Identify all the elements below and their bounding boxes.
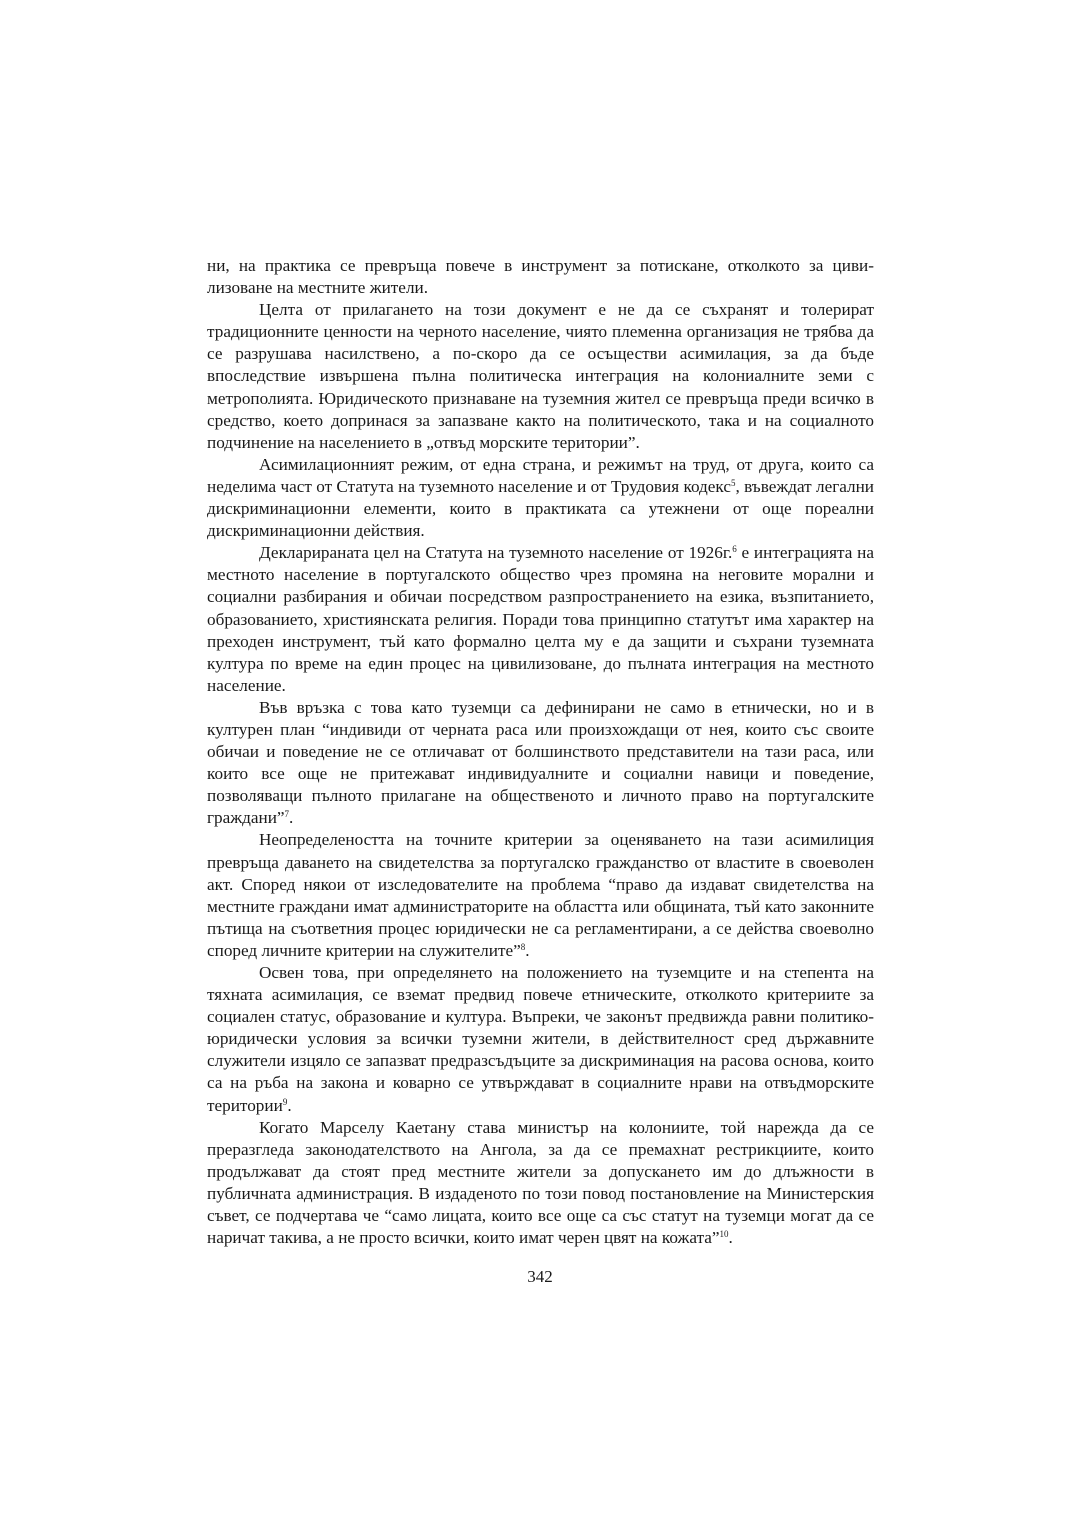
paragraph-4-text-end: е интеграцията на местното население в португалското общество чрез промяна на неговите морални и социални разбирания и обичаи посредством разпространението на езика, възпитанието, образованието, християнската религия. Поради това принципно статутът има характер на преходен инструмент, тъй като формално целта му е да защити и съхрани туземната култура по време на един процес на цивилизоване, до пълната интеграция на местното население. (207, 543, 874, 695)
paragraph-2-text: Целта от прилагането на този документ е не да се съхранят и толерират традиционните ценности на черното население, чиято племенна организация не трябва да се разрушава насилствено, а по-скоро да се осъществи асимилация, за да бъде впоследствие извършена пълна политическа интеграция на колониалните земи с метрополията. Юридическото признаване на туземния жител се превръща преди всичко в средство, което допринася за запазване както на политическото, така и на социалното подчинение на населението в „отвъд морските територии”. (207, 300, 874, 452)
paragraph-5 (207, 697, 874, 830)
paragraph-8-text-end: . (728, 1228, 733, 1248)
footnote-ref-9: 9 (282, 1096, 288, 1107)
paragraph-1 (207, 255, 874, 299)
paragraph-5-text: Във връзка с това като туземци са дефинирани не само в етнически, но и в културен план “индивиди от черната раса или произхождащи от нея, които със своите обичаи и поведение не се отличават от болшинството представители на тази раса, или които все още не притежават индивидуалните и социални навици и поведение, позволяващи пълното прилагане на общественото и личното право на португалските граждани” (207, 697, 874, 828)
paragraph-2 (207, 299, 874, 454)
document-body (207, 255, 874, 1249)
paragraph-3-text: Асимилационният режим, от една страна, и режимът на труд, от друга, които са неделима част от Статута на туземното население и от Трудовия кодекс (207, 454, 874, 496)
paragraph-4-text: Декларираната цел на Статута на туземното население от 1926г. (259, 543, 733, 563)
footnote-ref-10: 10 (719, 1229, 729, 1240)
paragraph-3-text-end: , въвеждат легални дискриминационни елементи, които в практиката са утежнени от още пореални дискриминационни действия. (207, 476, 874, 541)
paragraph-6 (207, 829, 874, 962)
paragraph-3 (207, 454, 874, 542)
page-number: 342 (527, 1267, 553, 1286)
footnote-ref-5: 5 (730, 477, 736, 488)
footnote-ref-7: 7 (284, 809, 290, 820)
footnote-ref-8: 8 (520, 941, 526, 952)
paragraph-5-text-end: . (289, 808, 294, 828)
paragraph-6-text: Неопределеността на точните критерии за оценяването на тази асимилиция превръща даването на свидетелства за португалско гражданство от властите в своеволен акт. Според някои от изследователите на проблема “право да издават свидетелства на местните граждани имат администраторите на областта или общината, тъй като законните пътища на съответния процес юридически не са регламентирани, а се действа своеволно според личните критерии на служителите” (207, 830, 874, 960)
paragraph-1-text: ни, на практика се превръща повече в инструмент за потискане, отколкото за цивилизоване на местните жители. (207, 256, 874, 298)
paragraph-8 (207, 1117, 874, 1250)
footnote-ref-6: 6 (732, 544, 737, 555)
paragraph-8-text: Когато Марселу Каетану става министър на колониите, той нарежда да се преразгледа законодателството на Ангола, за да се премахнат рестрикциите, които продължават да стоят пред местните жители за допускането им до длъжности в публичната администрация. В издаденото по този повод постановление на Министерския съвет, се подчертава че “само лицата, които все още са със статут на туземци могат да се наричат такива, а не просто всички, които имат черен цвят на кожата” (207, 1117, 874, 1248)
paragraph-7-text: Освен това, при определянето на положението на туземците и на степента на тяхната асимилация, се вземат предвид повече етническите, отколкото критериите за социален статус, образование и култура. Въпреки, че законът предвижда равни политико-юридически условия за всички туземни жители, в действителност сред държавните служители изцяло се запазват предразсъдъците за дискриминация на расова основа, които са на ръба на закона и коварно се утвърждават в социалните нрави на отвъдморските територии (207, 963, 874, 1115)
paragraph-7-text-end: . (287, 1095, 292, 1115)
paragraph-6-text-end: . (525, 940, 530, 960)
paragraph-4 (207, 542, 874, 697)
paragraph-7 (207, 962, 874, 1117)
